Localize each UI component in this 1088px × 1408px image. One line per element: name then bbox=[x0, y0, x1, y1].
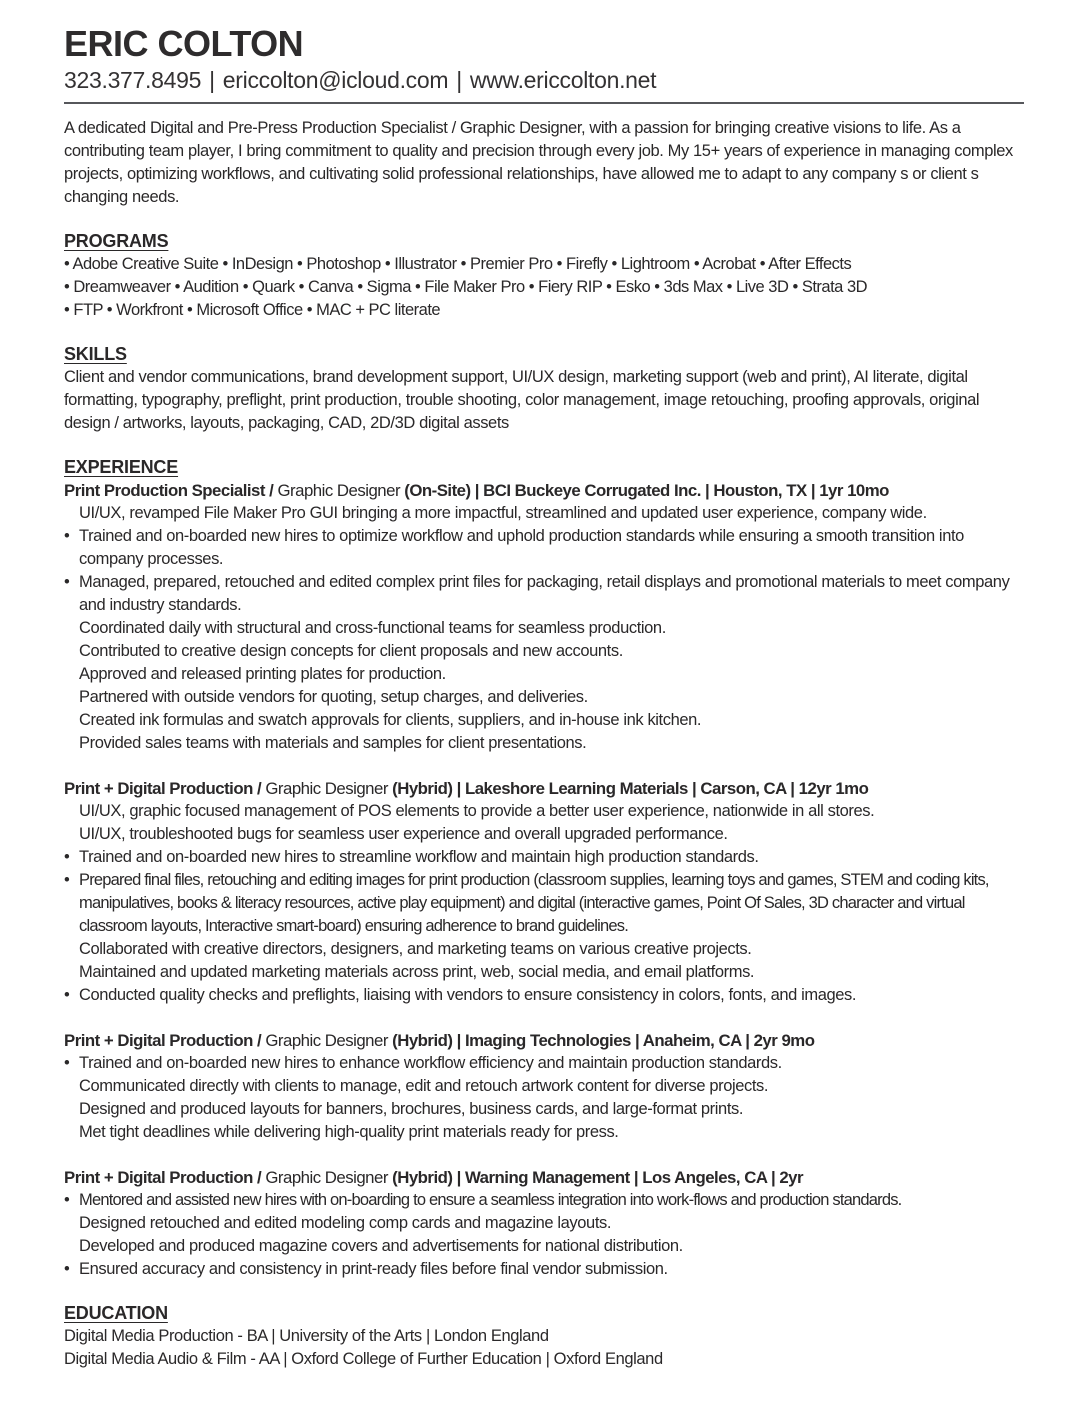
section-skills bbox=[64, 343, 1024, 435]
job-entry bbox=[64, 777, 1024, 1007]
contact-separator: | bbox=[456, 67, 462, 93]
job-company-location-duration: (On-Site) | BCI Buckeye Corrugated Inc. | Houston, TX | 1yr 10mo bbox=[404, 481, 889, 500]
experience-item bbox=[64, 732, 1024, 755]
experience-item bbox=[64, 686, 1024, 709]
summary-paragraph: A dedicated Digital and Pre-Press Production Specialist / Graphic Designer, with a passion for bringing creative visions to life. As a contributing team player, I bring commitment to quality and precision through every job. My 15+ years of experience in managing complex projects, optimizing workflows, and cultivating solid professional relationships, have allowed me to adapt to any company s or client s changing needs. bbox=[64, 119, 1013, 206]
bullet-marker bbox=[64, 663, 79, 686]
bullet-marker: • bbox=[64, 1260, 70, 1278]
item-text: Met tight deadlines while delivering high-quality print materials ready for press. bbox=[79, 1123, 619, 1141]
experience-item bbox=[64, 823, 1024, 846]
item-text: Mentored and assisted new hires with on-boarding to ensure a seamless integration into work-flows and production standards. bbox=[79, 1191, 902, 1209]
experience-item bbox=[64, 1052, 1024, 1075]
experience-item bbox=[64, 1235, 1024, 1258]
experience-item bbox=[64, 709, 1024, 732]
bullet-marker bbox=[64, 732, 79, 755]
section-experience bbox=[64, 456, 1024, 1281]
bullet-marker bbox=[64, 1212, 79, 1235]
bullet-marker bbox=[64, 502, 79, 525]
item-text: Approved and released printing plates for production. bbox=[79, 665, 446, 683]
skills-heading: SKILLS bbox=[64, 344, 127, 364]
item-text: Trained and on-boarded new hires to enhance workflow efficiency and maintain production standards. bbox=[79, 1054, 782, 1072]
bullet-marker: • bbox=[64, 1054, 70, 1072]
bullet-marker: • bbox=[64, 1191, 70, 1209]
item-text: Managed, prepared, retouched and edited complex print files for packaging, retail displays and promotional materials to meet company and industry standards. bbox=[79, 573, 1010, 614]
bullet-marker: • bbox=[64, 527, 70, 545]
item-text: Conducted quality checks and preflights, liaising with vendors to ensure consistency in colors, fonts, and images. bbox=[79, 986, 857, 1004]
item-text: Contributed to creative design concepts for client proposals and new accounts. bbox=[79, 642, 623, 660]
experience-item bbox=[64, 869, 1024, 938]
bullet-marker bbox=[64, 938, 79, 961]
education-heading: EDUCATION bbox=[64, 1303, 168, 1323]
item-text: Prepared final files, retouching and editing images for print production (classroom supplies, learning toys and games, STEM and coding kits, manipulatives, books & literacy resources, active play equipment) and digital (interactive games, Point Of Sales, 3D character and virtual classroom layouts, Interactive smart-board) ensuring adherence to brand guidelines. bbox=[79, 871, 989, 935]
bullet-marker bbox=[64, 1235, 79, 1258]
experience-item bbox=[64, 617, 1024, 640]
bullet-marker bbox=[64, 1075, 79, 1098]
item-text: Partnered with outside vendors for quoting, setup charges, and deliveries. bbox=[79, 688, 588, 706]
bullet-marker: • bbox=[64, 848, 70, 866]
item-text: Provided sales teams with materials and samples for client presentations. bbox=[79, 734, 587, 752]
item-text: Communicated directly with clients to manage, edit and retouch artwork content for diverse projects. bbox=[79, 1077, 769, 1095]
job-company-location-duration: (Hybrid) | Imaging Technologies | Anaheim, CA | 2yr 9mo bbox=[392, 1031, 815, 1050]
job-entry bbox=[64, 1166, 1024, 1281]
education-line: Digital Media Production - BA | University of the Arts | London England bbox=[64, 1327, 549, 1345]
header bbox=[64, 24, 1024, 104]
item-text: UI/UX, graphic focused management of POS elements to provide a better user experience, nationwide in all stores. bbox=[79, 802, 875, 820]
job-title bbox=[64, 777, 1024, 800]
bullet-marker: • bbox=[64, 871, 70, 889]
experience-item bbox=[64, 1258, 1024, 1281]
experience-item bbox=[64, 1121, 1024, 1144]
job-title bbox=[64, 479, 1024, 502]
job-role-secondary: Graphic Designer bbox=[265, 779, 388, 798]
bullet-marker bbox=[64, 686, 79, 709]
item-text: Trained and on-boarded new hires to streamline workflow and maintain high production standards. bbox=[79, 848, 759, 866]
job-title bbox=[64, 1029, 1024, 1052]
job-company-location-duration: (Hybrid) | Lakeshore Learning Materials | Carson, CA | 12yr 1mo bbox=[392, 779, 869, 798]
item-text: Designed retouched and edited modeling comp cards and magazine layouts. bbox=[79, 1214, 612, 1232]
section-education bbox=[64, 1302, 1024, 1371]
candidate-name: ERIC COLTON bbox=[64, 23, 304, 64]
education-line: Digital Media Audio & Film - AA | Oxford College of Further Education | Oxford England bbox=[64, 1350, 663, 1368]
experience-item bbox=[64, 1075, 1024, 1098]
bullet-marker bbox=[64, 823, 79, 846]
website-url: www.ericcolton.net bbox=[469, 67, 657, 93]
job-company-location-duration: (Hybrid) | Warning Management | Los Angeles, CA | 2yr bbox=[392, 1168, 804, 1187]
item-text: Developed and produced magazine covers and advertisements for national distribution. bbox=[79, 1237, 683, 1255]
experience-item bbox=[64, 800, 1024, 823]
section-programs bbox=[64, 230, 1024, 322]
bullet-marker bbox=[64, 1121, 79, 1144]
job-role-secondary: Graphic Designer bbox=[277, 481, 401, 500]
bullet-marker bbox=[64, 640, 79, 663]
experience-item bbox=[64, 640, 1024, 663]
bullet-marker: • bbox=[64, 573, 70, 591]
bullet-marker bbox=[64, 961, 79, 984]
item-text: Created ink formulas and swatch approvals for clients, suppliers, and in-house ink kitchen. bbox=[79, 711, 702, 729]
experience-item bbox=[64, 984, 1024, 1007]
job-role-secondary: Graphic Designer bbox=[265, 1168, 388, 1187]
bullet-marker bbox=[64, 1098, 79, 1121]
experience-item bbox=[64, 571, 1024, 617]
item-text: Designed and produced layouts for banners, brochures, business cards, and large-format prints. bbox=[79, 1100, 744, 1118]
item-text: Maintained and updated marketing materials across print, web, social media, and email platforms. bbox=[79, 963, 755, 981]
programs-line: • FTP • Workfront • Microsoft Office • MAC + PC literate bbox=[64, 301, 441, 319]
programs-line: • Adobe Creative Suite • InDesign • Photoshop • Illustrator • Premier Pro • Firefly • Lightroom • Acrobat • After Effects bbox=[64, 255, 852, 273]
item-text: Ensured accuracy and consistency in print-ready files before final vendor submission. bbox=[79, 1260, 668, 1278]
bullet-marker bbox=[64, 709, 79, 732]
job-entry bbox=[64, 1029, 1024, 1144]
job-title bbox=[64, 1166, 1024, 1189]
bullet-marker bbox=[64, 800, 79, 823]
experience-heading: EXPERIENCE bbox=[64, 457, 179, 477]
experience-item bbox=[64, 663, 1024, 686]
programs-heading: PROGRAMS bbox=[64, 231, 169, 251]
programs-line: • Dreamweaver • Audition • Quark • Canva • Sigma • File Maker Pro • Fiery RIP • Esko • 3ds Max • Live 3D • Strata 3D bbox=[64, 278, 868, 296]
job-role: Print Production Specialist / bbox=[64, 481, 274, 500]
job-role-secondary: Graphic Designer bbox=[265, 1031, 388, 1050]
experience-item bbox=[64, 525, 1024, 571]
job-role: Print + Digital Production / bbox=[64, 1031, 262, 1050]
experience-item bbox=[64, 1098, 1024, 1121]
contact-separator: | bbox=[209, 67, 215, 93]
skills-paragraph: Client and vendor communications, brand development support, UI/UX design, marketing support (web and print), AI literate, digital formatting, typography, preflight, print production, trouble shooting, color management, image retouching, proofing approvals, original design / artworks, layouts, packaging, CAD, 2D/3D digital assets bbox=[64, 368, 980, 432]
bullet-marker bbox=[64, 617, 79, 640]
job-role: Print + Digital Production / bbox=[64, 1168, 262, 1187]
experience-item bbox=[64, 938, 1024, 961]
header-divider bbox=[64, 102, 1024, 104]
experience-item bbox=[64, 1212, 1024, 1235]
item-text: UI/UX, revamped File Maker Pro GUI bringing a more impactful, streamlined and updated user experience, company wide. bbox=[79, 504, 927, 522]
item-text: Coordinated daily with structural and cross-functional teams for seamless production. bbox=[79, 619, 666, 637]
contact-line bbox=[64, 66, 1024, 95]
experience-item bbox=[64, 846, 1024, 869]
job-role: Print + Digital Production / bbox=[64, 779, 262, 798]
experience-item bbox=[64, 1189, 1024, 1212]
bullet-marker: • bbox=[64, 986, 70, 1004]
item-text: Trained and on-boarded new hires to optimize workflow and uphold production standards while ensuring a smooth transition into company processes. bbox=[79, 527, 964, 568]
job-entry bbox=[64, 479, 1024, 755]
phone-number: 323.377.8495 bbox=[64, 67, 202, 93]
experience-item bbox=[64, 961, 1024, 984]
item-text: Collaborated with creative directors, designers, and marketing teams on various creative projects. bbox=[79, 940, 752, 958]
email-address: ericcolton@icloud.com bbox=[222, 67, 449, 93]
item-text: UI/UX, troubleshooted bugs for seamless user experience and overall upgraded performance. bbox=[79, 825, 728, 843]
experience-item bbox=[64, 502, 1024, 525]
